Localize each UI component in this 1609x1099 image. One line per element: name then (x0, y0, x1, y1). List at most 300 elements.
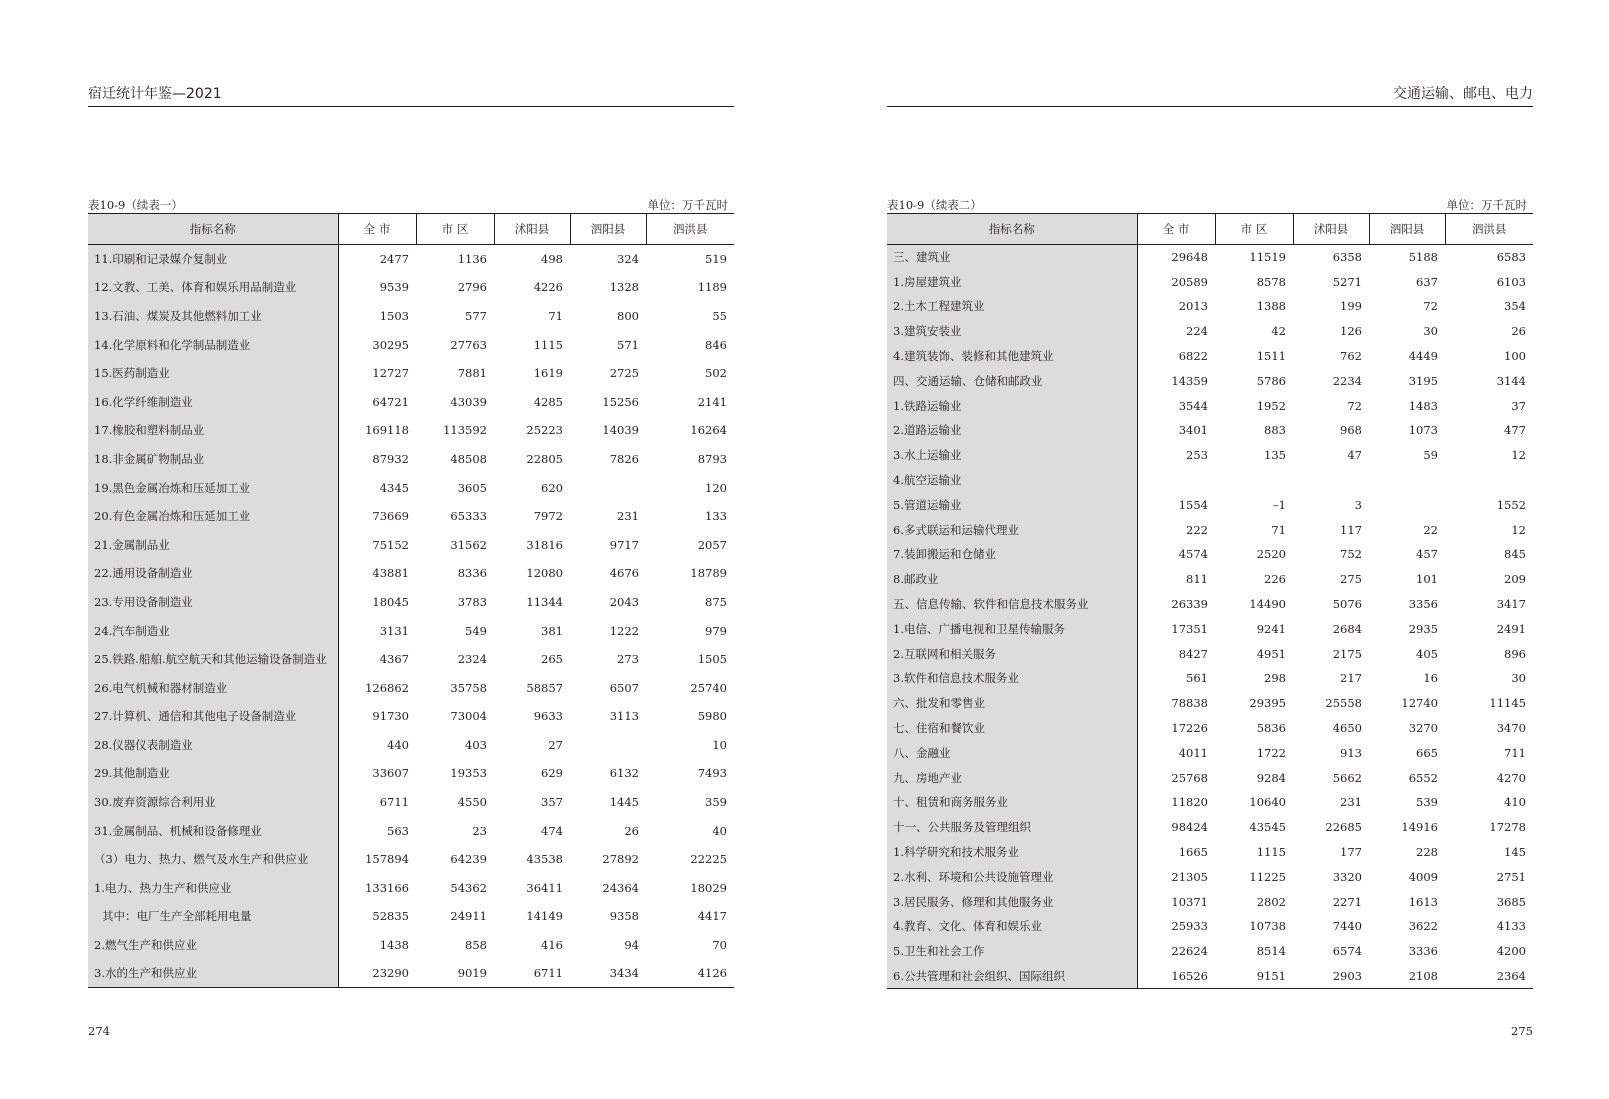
value-cell: 18029 (690, 880, 727, 895)
value-cell: 64239 (450, 852, 487, 867)
row-label: 23.专用设备制造业 (88, 588, 338, 617)
value-cell: 416 (541, 938, 563, 953)
table-row (887, 914, 1533, 939)
value-cell: 2324 (457, 652, 487, 667)
value-cell: 126862 (365, 680, 409, 695)
value-cell: 228 (1416, 845, 1438, 860)
value-cell: 1388 (1256, 299, 1286, 314)
table-row (88, 445, 734, 474)
value-cell: 6574 (1332, 944, 1362, 959)
table-row (887, 592, 1533, 617)
value-cell: 135 (1264, 448, 1286, 463)
table-row (88, 759, 734, 788)
table-row (88, 330, 734, 359)
value-cell: 42 (1271, 324, 1286, 339)
value-cell: 381 (541, 623, 563, 638)
table-row (88, 816, 734, 845)
value-cell: 27763 (450, 337, 487, 352)
row-label: 7.装卸搬运和仓储业 (887, 542, 1137, 567)
value-cell: 8427 (1178, 646, 1208, 661)
value-cell: 157894 (365, 852, 409, 867)
value-cell: 1483 (1408, 398, 1438, 413)
value-cell: 9358 (609, 909, 639, 924)
value-cell: 10738 (1249, 919, 1286, 934)
value-cell: 29648 (1171, 250, 1208, 265)
value-cell (1369, 492, 1445, 517)
value-cell (1137, 468, 1215, 493)
value-cell: 10371 (1171, 894, 1208, 909)
value-cell: 845 (1504, 547, 1526, 562)
value-cell: 17351 (1171, 621, 1208, 636)
value-cell: 22 (1423, 522, 1438, 537)
value-cell: 113592 (443, 423, 487, 438)
value-cell (1445, 468, 1533, 493)
value-cell: 2520 (1256, 547, 1286, 562)
value-cell: 43881 (372, 566, 409, 581)
table-row (887, 889, 1533, 914)
value-cell: 12080 (526, 566, 563, 581)
table-row (887, 840, 1533, 865)
value-cell: 7881 (457, 366, 487, 381)
value-cell: 1503 (379, 308, 409, 323)
value-cell: 4133 (1496, 919, 1526, 934)
table-row (887, 864, 1533, 889)
table-row (88, 502, 734, 531)
value-cell: 3401 (1178, 423, 1208, 438)
value-cell: 6132 (609, 766, 639, 781)
value-cell: 405 (1416, 646, 1438, 661)
value-cell: 3605 (457, 480, 487, 495)
value-cell: 199 (1340, 299, 1362, 314)
value-cell: 23 (472, 823, 487, 838)
table-meta (88, 197, 734, 213)
value-cell: 11145 (1489, 696, 1526, 711)
row-label: 31.金属制品、机械和设备修理业 (88, 816, 338, 845)
value-cell: 3622 (1408, 919, 1438, 934)
value-cell: 5662 (1332, 770, 1362, 785)
value-cell: 298 (1264, 671, 1286, 686)
value-cell: 26 (624, 823, 639, 838)
row-label: 3.软件和信息技术服务业 (887, 666, 1137, 691)
value-cell: 31816 (526, 537, 563, 552)
value-cell: 12 (1511, 448, 1526, 463)
table-row (88, 731, 734, 760)
value-cell: 1189 (697, 280, 727, 295)
value-cell: 6552 (1408, 770, 1438, 785)
value-cell: 91730 (372, 709, 409, 724)
value-cell: 14149 (526, 909, 563, 924)
row-label: 2.互联网和相关服务 (887, 641, 1137, 666)
row-label: 13.石油、煤炭及其他燃料加工业 (88, 302, 338, 331)
value-cell: 4417 (697, 909, 727, 924)
value-cell (570, 473, 646, 502)
value-cell: 36411 (526, 880, 563, 895)
value-cell: 94 (624, 938, 639, 953)
value-cell: 59 (1423, 448, 1438, 463)
value-cell: 1115 (1256, 845, 1286, 860)
value-cell: 231 (617, 509, 639, 524)
row-label: 2.土木工程建筑业 (887, 294, 1137, 319)
row-label: 30.废弃资源综合利用业 (88, 788, 338, 817)
table-row (887, 319, 1533, 344)
table-row (887, 790, 1533, 815)
value-cell: 357 (541, 795, 563, 810)
table-row (887, 939, 1533, 964)
value-cell: 762 (1340, 349, 1362, 364)
value-cell: 26339 (1171, 597, 1208, 612)
value-cell: 7440 (1332, 919, 1362, 934)
value-cell: 30 (1511, 671, 1526, 686)
row-label: 4.建筑装饰、装修和其他建筑业 (887, 344, 1137, 369)
value-cell: 2108 (1369, 964, 1445, 989)
value-cell: –1 (1272, 497, 1286, 512)
row-label: 16.化学纤维制造业 (88, 387, 338, 416)
value-cell: 968 (1340, 423, 1362, 438)
value-cell: 5076 (1332, 597, 1362, 612)
row-label: 29.其他制造业 (88, 759, 338, 788)
value-cell: 224 (1186, 324, 1208, 339)
table-row (887, 294, 1533, 319)
column-header: 市 区 (416, 214, 494, 245)
value-cell: 9151 (1215, 964, 1293, 989)
value-cell: 35758 (450, 680, 487, 695)
value-cell: 403 (465, 737, 487, 752)
value-cell: 265 (541, 652, 563, 667)
table-row (88, 788, 734, 817)
value-cell: 20589 (1171, 274, 1208, 289)
table-row (88, 473, 734, 502)
value-cell: 3131 (379, 623, 409, 638)
value-cell: 1952 (1256, 398, 1286, 413)
row-label: 26.电气机械和器材制造业 (88, 673, 338, 702)
column-header: 全 市 (1137, 214, 1215, 245)
table-row (887, 542, 1533, 567)
row-label: 1.电力、热力生产和供应业 (88, 874, 338, 903)
row-label: 6.公共管理和社会组织、国际组织 (887, 964, 1137, 989)
value-cell: 177 (1340, 845, 1362, 860)
column-header: 市 区 (1215, 214, 1293, 245)
value-cell: 2751 (1496, 869, 1526, 884)
value-cell: 4367 (379, 652, 409, 667)
value-cell: 2141 (697, 394, 727, 409)
value-cell: 846 (705, 337, 727, 352)
value-cell: 519 (705, 252, 727, 267)
value-cell: 29395 (1249, 696, 1286, 711)
value-cell: 169118 (365, 423, 409, 438)
value-cell: 324 (617, 252, 639, 267)
value-cell: 33607 (372, 766, 409, 781)
row-label: 14.化学原料和化学制品制造业 (88, 330, 338, 359)
value-cell: 3113 (609, 709, 639, 724)
value-cell: 477 (1504, 423, 1526, 438)
value-cell: 58857 (526, 680, 563, 695)
table-row (88, 902, 734, 931)
value-cell: 1073 (1408, 423, 1438, 438)
value-cell: 6711 (379, 795, 409, 810)
value-cell: 30 (1423, 324, 1438, 339)
table-row (887, 245, 1533, 270)
table-row (88, 616, 734, 645)
value-cell: 5188 (1408, 250, 1438, 265)
value-cell: 43538 (526, 852, 563, 867)
value-cell: 3685 (1496, 894, 1526, 909)
value-cell: 25740 (690, 680, 727, 695)
value-cell: 9241 (1256, 621, 1286, 636)
value-cell: 979 (705, 623, 727, 638)
value-cell: 71 (1271, 522, 1286, 537)
value-cell: 5271 (1332, 274, 1362, 289)
value-cell: 5836 (1256, 721, 1286, 736)
column-header: 泗阳县 (570, 214, 646, 245)
value-cell (1369, 468, 1445, 493)
value-cell: 273 (617, 652, 639, 667)
value-cell: 22805 (526, 451, 563, 466)
value-cell: 24911 (450, 909, 487, 924)
value-cell: 52835 (372, 909, 409, 924)
value-cell: 25768 (1171, 770, 1208, 785)
value-cell: 1115 (533, 337, 563, 352)
value-cell: 14359 (1171, 373, 1208, 388)
value-cell: 4011 (1178, 745, 1208, 760)
value-cell: 209 (1504, 572, 1526, 587)
value-cell: 145 (1504, 845, 1526, 860)
value-cell: 3 (1354, 497, 1362, 512)
value-cell: 2935 (1408, 621, 1438, 636)
value-cell: 620 (541, 480, 563, 495)
column-header: 指标名称 (887, 214, 1137, 245)
value-cell: 120 (705, 480, 727, 495)
value-cell: 4574 (1178, 547, 1208, 562)
row-label: 4.教育、文化、体育和娱乐业 (887, 914, 1137, 939)
table-row (887, 492, 1533, 517)
value-cell: 858 (465, 938, 487, 953)
value-cell: 1722 (1256, 745, 1286, 760)
value-cell: 571 (617, 337, 639, 352)
value-cell: 275 (1340, 572, 1362, 587)
value-cell: 913 (1340, 745, 1362, 760)
value-cell: 2057 (697, 537, 727, 552)
value-cell: 410 (1504, 795, 1526, 810)
row-label: 十、租赁和商务服务业 (887, 790, 1137, 815)
value-cell: 47 (1347, 448, 1362, 463)
value-cell: 1445 (609, 795, 639, 810)
table-row (88, 645, 734, 674)
value-cell: 3336 (1408, 944, 1438, 959)
value-cell: 498 (541, 252, 563, 267)
value-cell: 7493 (697, 766, 727, 781)
value-cell: 12727 (372, 366, 409, 381)
table-row (887, 964, 1533, 989)
table-unit: 单位：万千瓦时 (1446, 198, 1527, 212)
value-cell: 629 (541, 766, 563, 781)
value-cell (570, 731, 646, 760)
value-cell: 4009 (1408, 869, 1438, 884)
row-label: 八、金融业 (887, 740, 1137, 765)
table-header-row (88, 214, 734, 245)
row-label: 十一、公共服务及管理组织 (887, 815, 1137, 840)
row-label: 3.建筑安装业 (887, 319, 1137, 344)
value-cell: 5980 (697, 709, 727, 724)
row-label: 12.文教、工美、体育和娱乐用品制造业 (88, 273, 338, 302)
value-cell: 2802 (1256, 894, 1286, 909)
value-cell: 6103 (1496, 274, 1526, 289)
value-cell: 4226 (533, 280, 563, 295)
row-label: 28.仪器仪表制造业 (88, 731, 338, 760)
row-label: 4.航空运输业 (887, 468, 1137, 493)
row-label: 15.医药制造业 (88, 359, 338, 388)
value-cell: 100 (1504, 349, 1526, 364)
value-cell: 55 (712, 308, 727, 323)
table-row (887, 468, 1533, 493)
value-cell: 3544 (1178, 398, 1208, 413)
table-row (88, 931, 734, 960)
row-label: 20.有色金属冶炼和压延加工业 (88, 502, 338, 531)
value-cell: 9539 (379, 280, 409, 295)
value-cell: 4650 (1332, 721, 1362, 736)
value-cell: 43545 (1249, 820, 1286, 835)
value-cell: 577 (465, 308, 487, 323)
statistics-table (887, 213, 1533, 989)
value-cell: 25558 (1325, 696, 1362, 711)
table-row (887, 815, 1533, 840)
value-cell: 7826 (609, 451, 639, 466)
row-label: 九、房地产业 (887, 765, 1137, 790)
right-page (887, 0, 1533, 1099)
table-header-row (887, 214, 1533, 245)
table-meta (887, 197, 1533, 213)
table-row (88, 273, 734, 302)
value-cell: 1665 (1178, 845, 1208, 860)
value-cell: 25933 (1171, 919, 1208, 934)
value-cell: 2234 (1332, 373, 1362, 388)
value-cell: 217 (1340, 671, 1362, 686)
value-cell (1293, 468, 1369, 493)
table-row (88, 588, 734, 617)
value-cell: 4449 (1408, 349, 1438, 364)
value-cell: 37 (1511, 398, 1526, 413)
row-label: （3）电力、热力、燃气及水生产和供应业 (88, 845, 338, 874)
page-number: 274 (88, 1024, 110, 1038)
value-cell: 4200 (1496, 944, 1526, 959)
row-label: 25.铁路.船舶.航空航天和其他运输设备制造业 (88, 645, 338, 674)
row-label: 11.印刷和记录媒介复制业 (88, 245, 338, 274)
value-cell: 16526 (1137, 964, 1215, 989)
value-cell: 12 (1511, 522, 1526, 537)
value-cell: 9633 (533, 709, 563, 724)
value-cell: 549 (465, 623, 487, 638)
value-cell: 1613 (1408, 894, 1438, 909)
row-label: 17.橡胶和塑料制品业 (88, 416, 338, 445)
value-cell: 457 (1416, 547, 1438, 562)
value-cell: 2725 (609, 366, 639, 381)
row-label: 1.电信、广播电视和卫星传输服务 (887, 616, 1137, 641)
value-cell: 64721 (372, 394, 409, 409)
table-row (887, 344, 1533, 369)
table-row (88, 845, 734, 874)
value-cell: 1554 (1178, 497, 1208, 512)
value-cell: 11519 (1249, 250, 1286, 265)
row-label: 七、住宿和餐饮业 (887, 716, 1137, 741)
value-cell: 10 (712, 737, 727, 752)
value-cell: 8578 (1256, 274, 1286, 289)
statistics-table (88, 213, 734, 988)
value-cell: 1136 (457, 252, 487, 267)
table-row (887, 740, 1533, 765)
table-unit: 单位：万千瓦时 (647, 198, 728, 212)
row-label: 19.黑色金属冶炼和压延加工业 (88, 473, 338, 502)
value-cell: 126 (1340, 324, 1362, 339)
value-cell: 1328 (609, 280, 639, 295)
table-row (887, 368, 1533, 393)
row-label: 24.汽车制造业 (88, 616, 338, 645)
value-cell: 54362 (450, 880, 487, 895)
value-cell: 7972 (533, 509, 563, 524)
column-header: 沭阳县 (1293, 214, 1369, 245)
value-cell: 9284 (1256, 770, 1286, 785)
value-cell: 18045 (372, 594, 409, 609)
value-cell: 23290 (338, 959, 416, 988)
row-label: 27.计算机、通信和其他电子设备制造业 (88, 702, 338, 731)
table-caption: 表10-9（续表二） (887, 198, 982, 212)
table-row (887, 418, 1533, 443)
value-cell: 11225 (1249, 869, 1286, 884)
value-cell: 27 (548, 737, 563, 752)
value-cell: 10640 (1249, 795, 1286, 810)
table-row (88, 359, 734, 388)
column-header: 指标名称 (88, 214, 338, 245)
value-cell: 2175 (1332, 646, 1362, 661)
value-cell: 4345 (379, 480, 409, 495)
value-cell: 8336 (457, 566, 487, 581)
value-cell: 11820 (1171, 795, 1208, 810)
value-cell: 1505 (697, 652, 727, 667)
value-cell: 3417 (1496, 597, 1526, 612)
value-cell: 48508 (450, 451, 487, 466)
value-cell: 133166 (365, 880, 409, 895)
table-row (887, 666, 1533, 691)
row-label: 2.水利、环境和公共设施管理业 (887, 864, 1137, 889)
value-cell: 15256 (602, 394, 639, 409)
value-cell: 3270 (1408, 721, 1438, 736)
value-cell: 6822 (1178, 349, 1208, 364)
value-cell: 26 (1511, 324, 1526, 339)
value-cell: 4285 (533, 394, 563, 409)
value-cell: 354 (1504, 299, 1526, 314)
value-cell: 16 (1423, 671, 1438, 686)
value-cell: 25223 (526, 423, 563, 438)
value-cell: 896 (1504, 646, 1526, 661)
row-label: 六、批发和零售业 (887, 691, 1137, 716)
value-cell: 637 (1416, 274, 1438, 289)
row-label: 5.管道运输业 (887, 492, 1137, 517)
value-cell: 87932 (372, 451, 409, 466)
value-cell: 31562 (450, 537, 487, 552)
table-row (88, 673, 734, 702)
table-row (88, 245, 734, 274)
value-cell: 3356 (1408, 597, 1438, 612)
value-cell: 2796 (457, 280, 487, 295)
value-cell: 9717 (609, 537, 639, 552)
value-cell: 222 (1186, 522, 1208, 537)
value-cell: 75152 (372, 537, 409, 552)
value-cell: 43039 (450, 394, 487, 409)
value-cell: 811 (1186, 572, 1208, 587)
value-cell: 101 (1416, 572, 1438, 587)
row-label: 21.金属制品业 (88, 530, 338, 559)
value-cell: 2491 (1496, 621, 1526, 636)
table-row (88, 302, 734, 331)
value-cell: 14039 (602, 423, 639, 438)
